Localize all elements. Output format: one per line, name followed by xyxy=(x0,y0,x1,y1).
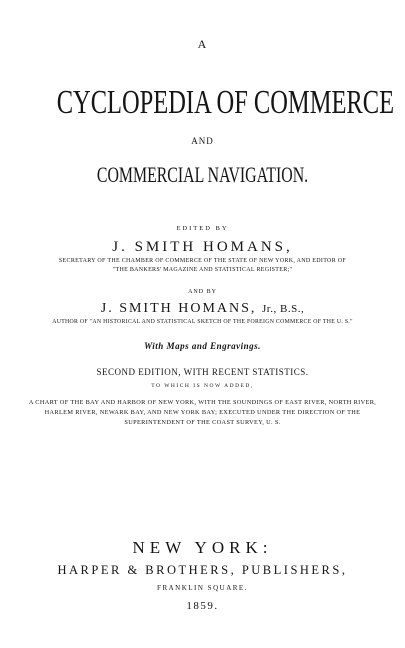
book-title: CYCLOPEDIA OF COMMERCE xyxy=(56,84,395,121)
editor-name-2-line xyxy=(0,302,405,316)
book-subtitle: COMMERCIAL NAVIGATION. xyxy=(96,162,309,187)
title-article: A xyxy=(197,37,208,51)
publication-city: NEW YORK: xyxy=(132,538,273,557)
publisher-name: HARPER & BROTHERS, PUBLISHERS, xyxy=(57,563,348,577)
editor-1-description-line-1: SECRETARY OF THE CHAMBER OF COMMERCE OF THE STATE OF NEW YORK, AND EDITOR OF xyxy=(58,258,347,264)
editor-name-2: J. SMITH HOMANS, xyxy=(100,301,257,316)
edition-statement: SECOND EDITION, WITH RECENT STATISTICS. xyxy=(96,367,309,377)
and-by-label: AND BY xyxy=(188,289,217,295)
editor-1-description-line-2: "THE BANKERS' MAGAZINE AND STATISTICAL REGISTER;" xyxy=(112,267,293,273)
edited-by-label: EDITED BY xyxy=(176,225,229,232)
title-conjunction: AND xyxy=(191,136,214,146)
editor-name-1: J. SMITH HOMANS, xyxy=(112,239,293,255)
maps-and-engravings: With Maps and Engravings. xyxy=(144,341,261,351)
editor-2-description: AUTHOR OF "AN HISTORICAL AND STATISTICAL SKETCH OF THE FOREIGN COMMERCE OF THE U. S." xyxy=(52,319,353,325)
publisher-address: FRANKLIN SQUARE. xyxy=(157,584,248,592)
publication-year: 1859. xyxy=(186,600,219,612)
added-label: TO WHICH IS NOW ADDED, xyxy=(151,383,254,389)
chart-description: A CHART OF THE BAY AND HARBOR OF NEW YORK, WITH THE SOUNDINGS OF EAST RIVER, NORTH RIVER, HARLEM RIVER, NEWARK BAY, AND NEW YORK BAY; EXECUTED UNDER THE DIRECTION OF THE SUPERINTENDENT OF THE COAST SURVEY, U. S. xyxy=(28,399,377,426)
editor-name-2-suffix: Jr., B.S., xyxy=(261,303,305,315)
